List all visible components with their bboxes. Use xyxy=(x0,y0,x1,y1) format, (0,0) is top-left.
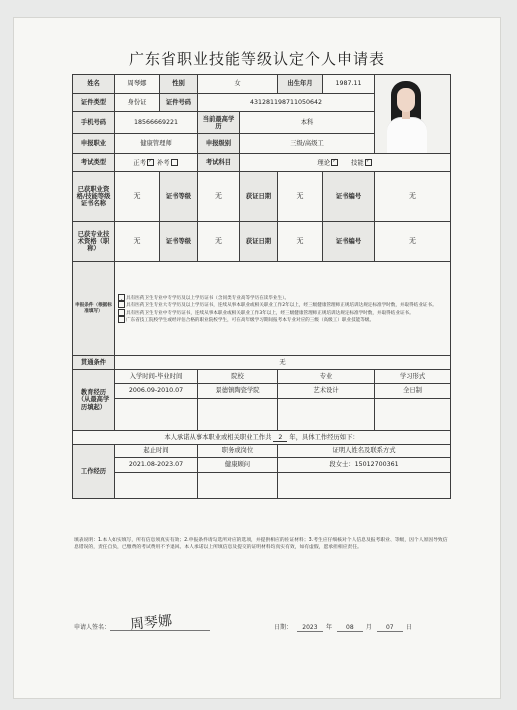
edu-major-value: 艺术设计 xyxy=(278,384,375,399)
work-col-witness: 证明人姓名及联系方式 xyxy=(278,445,451,458)
application-form xyxy=(14,18,500,698)
work-time-value: 2021.08-2023.07 xyxy=(115,458,198,473)
title-date-label: 获证日期 xyxy=(240,222,278,262)
through-value: 无 xyxy=(115,356,451,370)
date-day: 07 xyxy=(377,624,403,632)
date-label: 日期： xyxy=(274,624,293,631)
edu-col-school: 院校 xyxy=(198,370,278,384)
conditions-options xyxy=(115,262,451,356)
work-col-time: 起止时间 xyxy=(115,445,198,458)
condition-text: 广东省技工院校学生或经评估合格的职业院校学生，可在高年级学习期间报考本专业对应的三级（高级工）职业技能等级。 xyxy=(126,317,375,323)
level-label: 申报级别 xyxy=(198,134,240,154)
promise-text-end: 年，具体工作经历如下： xyxy=(289,433,359,441)
title-no-value: 无 xyxy=(375,222,451,262)
makeup-exam-checkbox[interactable] xyxy=(171,159,178,166)
education-value: 本科 xyxy=(240,112,375,134)
photo-cell xyxy=(375,75,451,154)
form-instructions: 填表说明：1.本人如实填写，所有信息须真实有效；2.申报条件请勾选所对应的选项，并提供相应的佐证材料；3.考生应仔细核对个人信息及报考职业、等级，因个人原因导致信息错误的，责任自负，已缴费的考试费用不予退回。本人承诺以上所填信息及提交的证明材料均真实有效，如有虚假，愿承担相应责任。 xyxy=(74,538,448,551)
normal-exam-checkbox[interactable] xyxy=(147,159,154,166)
signature-label: 申请人签名： xyxy=(74,624,111,631)
edu-school-value: 景德镇陶瓷学院 xyxy=(198,384,278,399)
name-value: 周琴娜 xyxy=(115,75,160,94)
date-year: 2023 xyxy=(297,624,323,632)
title-grade-value: 无 xyxy=(198,222,240,262)
edu-col-major: 专业 xyxy=(278,370,375,384)
condition-text: 具有医药卫生专业大专学历及以上学历证书，连续从事本职业或相关职业工作2年以上，经三级健康管理师正规培训达规定标准学时数，并取得结业证书。 xyxy=(126,303,437,309)
edu-col-time: 入学时间-毕业时间 xyxy=(115,370,198,384)
promise-years: 2 xyxy=(273,434,287,442)
year-unit: 年 xyxy=(325,624,332,631)
condition-checkbox[interactable] xyxy=(118,316,125,323)
gender-label: 性别 xyxy=(160,75,198,94)
theory-checkbox[interactable] xyxy=(331,159,338,166)
title-no-label: 证书编号 xyxy=(323,222,375,262)
work-col-post: 职务或岗位 xyxy=(198,445,278,458)
date-month: 08 xyxy=(337,624,363,632)
title-date-value: 无 xyxy=(278,222,323,262)
birth-label: 出生年月 xyxy=(278,75,323,94)
work-post-value: 健康顾问 xyxy=(198,458,278,473)
work-promise xyxy=(73,431,451,445)
id-type-value: 身份证 xyxy=(115,93,160,112)
subject-label: 考试科目 xyxy=(198,154,240,172)
id-number-value: 431281198711050642 xyxy=(198,93,375,112)
sign-date xyxy=(274,622,412,632)
qualification-label: 已获职业资格/技能等级证书名称 xyxy=(73,172,115,222)
edu-col-form: 学习形式 xyxy=(375,370,451,384)
condition-text: 具有医药卫生专业中专学历及以上学历证书（含同类专业高等学历在读毕业生）。 xyxy=(126,295,290,301)
makeup-exam-label: 补考 xyxy=(157,159,170,167)
qualification-date-value: 无 xyxy=(278,172,323,222)
signature-row xyxy=(74,614,448,636)
month-unit: 月 xyxy=(365,624,372,631)
conditions-label: 申报条件（根据标准填写） xyxy=(73,262,115,356)
qualification-no-value: 无 xyxy=(375,172,451,222)
condition-option[interactable] xyxy=(117,316,448,323)
qualification-value: 无 xyxy=(115,172,160,222)
condition-text: 具有医药卫生专业中专学历证书，连续从事本职业或相关职业工作3年以上，经三级健康管理师正规培训达规定标准学时数，并取得结业证书。 xyxy=(126,310,414,316)
edu-history-label: 教育经历（从最高学历填起） xyxy=(73,370,115,431)
promise-text: 本人承诺从事本职业或相关职业工作共 xyxy=(164,433,272,441)
condition-option[interactable] xyxy=(117,309,448,316)
condition-option[interactable] xyxy=(117,301,448,308)
title-cert-label: 已获专业技术资格（职称） xyxy=(73,222,115,262)
work-witness-value: 段女士：15012700361 xyxy=(278,458,451,473)
normal-exam-label: 正考 xyxy=(133,159,146,167)
applicant-photo xyxy=(375,75,450,153)
education-label: 当前最高学历 xyxy=(198,112,240,134)
job-label: 申报职业 xyxy=(73,134,115,154)
condition-option[interactable] xyxy=(117,294,448,301)
exam-type-options xyxy=(115,154,198,172)
title-grade-label: 证书等级 xyxy=(160,222,198,262)
name-label: 姓名 xyxy=(73,75,115,94)
work-history-label: 工作经历 xyxy=(73,445,115,499)
edu-form-value: 全日制 xyxy=(375,384,451,399)
form-title: 广东省职业技能等级认定个人申请表 xyxy=(128,50,385,68)
qualification-grade-label: 证书等级 xyxy=(160,172,198,222)
skill-label: 技能 xyxy=(351,159,364,167)
theory-label: 理论 xyxy=(317,159,330,167)
qualification-date-label: 获证日期 xyxy=(240,172,278,222)
title-cert-value: 无 xyxy=(115,222,160,262)
phone-value: 18566669221 xyxy=(115,112,198,134)
through-label: 贯通条件 xyxy=(73,356,115,370)
id-number-label: 证件号码 xyxy=(160,93,198,112)
condition-checkbox[interactable] xyxy=(118,309,125,316)
edu-time-value: 2006.09-2010.07 xyxy=(115,384,198,399)
qualification-no-label: 证书编号 xyxy=(323,172,375,222)
birth-value: 1987.11 xyxy=(323,75,375,94)
skill-checkbox[interactable] xyxy=(365,159,372,166)
qualification-grade-value: 无 xyxy=(198,172,240,222)
level-value: 三级/高级工 xyxy=(240,134,375,154)
gender-value: 女 xyxy=(198,75,278,94)
id-type-label: 证件类型 xyxy=(73,93,115,112)
condition-checkbox[interactable] xyxy=(118,301,125,308)
exam-type-label: 考试类型 xyxy=(73,154,115,172)
job-value: 健康管理师 xyxy=(115,134,198,154)
handwritten-signature: 周琴娜 xyxy=(129,612,173,634)
phone-label: 手机号码 xyxy=(73,112,115,134)
subject-options xyxy=(240,154,451,172)
day-unit: 日 xyxy=(405,624,412,631)
form-table xyxy=(72,74,451,499)
